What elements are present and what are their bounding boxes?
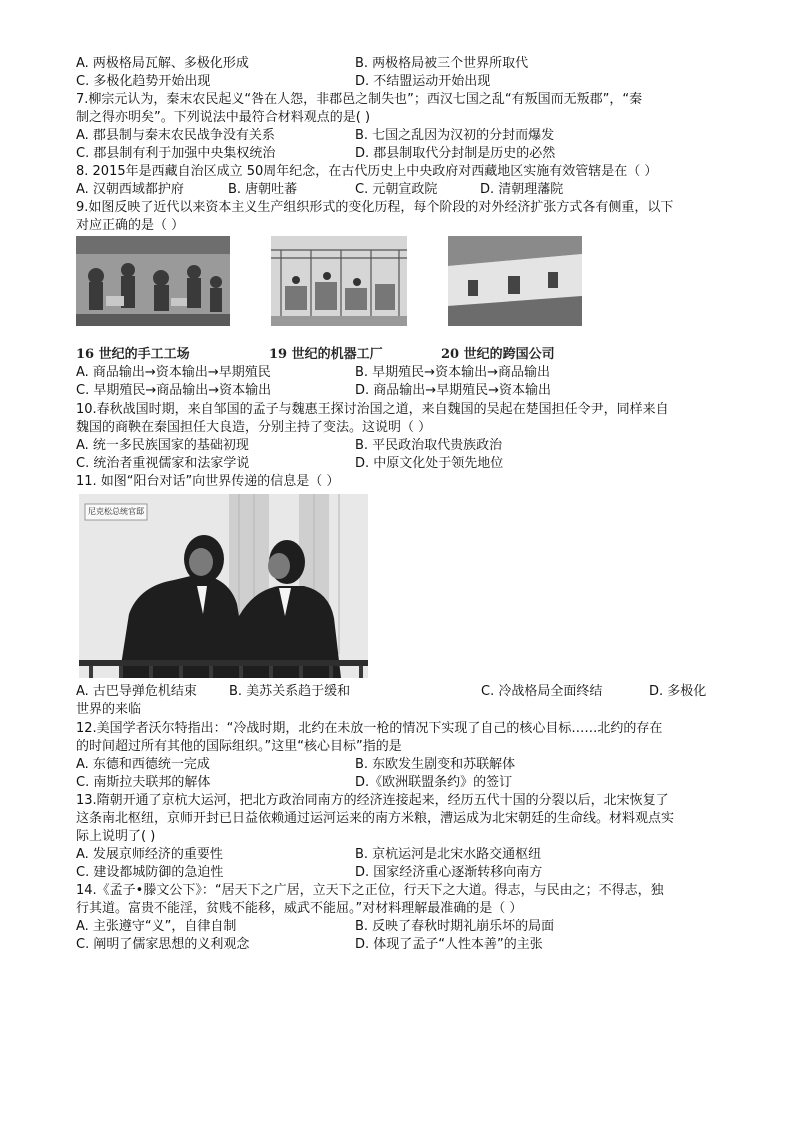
q8-option-b: B. 唐朝吐蕃	[228, 182, 298, 197]
q11-option-d: D. 多极化	[649, 684, 707, 699]
multinational-company-image	[448, 236, 582, 326]
q7-option-c: C. 郡县制有利于加强中央集权统治	[76, 146, 276, 161]
q10-stem-line-1: 10.春秋战国时期，来自邹国的孟子与魏惠王探讨治国之道，来自魏国的吴起在楚国担任令尹，同样来自	[76, 402, 669, 417]
q9-option-a: A. 商品输出→资本输出→早期殖民	[76, 365, 271, 380]
q7-option-d: D. 郡县制取代分封制是历史的必然	[355, 146, 556, 161]
balcony-photo	[79, 494, 368, 678]
q14-stem-line-2: 行其道。富贵不能淫，贫贱不能移，威武不能屈。”对材料理解最准确的是（ ）	[76, 901, 523, 916]
q7-stem-line-2: 制之得亦明矣”。下列说法中最符合材料观点的是( )	[76, 110, 371, 125]
q11-option-d-continued: 世界的来临	[76, 702, 142, 717]
q11-stem: 11. 如图“阳台对话”向世界传递的信息是（ ）	[76, 474, 340, 489]
q11-option-a: A. 古巴导弹危机结束	[76, 684, 197, 699]
caption-workshop: 16 世纪的手工工场	[76, 347, 190, 362]
q12-option-c: C. 南斯拉夫联邦的解体	[76, 775, 211, 790]
q13-option-d: D. 国家经济重心逐渐转移向南方	[355, 865, 543, 880]
q6-option-b: B. 两极格局被三个世界所取代	[355, 56, 529, 71]
q8-option-d: D. 清朝理藩院	[480, 182, 564, 197]
q8-option-c: C. 元朝宣政院	[355, 182, 438, 197]
q8-option-a: A. 汉朝西域都护府	[76, 182, 184, 197]
q7-option-a: A. 郡县制与秦末农民战争没有关系	[76, 128, 275, 143]
caption-multinational: 20 世纪的跨国公司	[441, 347, 555, 362]
q6-option-c: C. 多极化趋势开始出现	[76, 74, 211, 89]
q9-option-d: D. 商品输出→早期殖民→资本输出	[355, 383, 552, 398]
q14-option-b: B. 反映了春秋时期礼崩乐坏的局面	[355, 919, 555, 934]
q13-stem-line-3: 际上说明了( )	[76, 829, 156, 844]
q6-option-a: A. 两极格局瓦解、多极化形成	[76, 56, 249, 71]
q7-option-b: B. 七国之乱因为汉初的分封而爆发	[355, 128, 555, 143]
q9-option-c: C. 早期殖民→商品输出→资本输出	[76, 383, 272, 398]
q14-option-a: A. 主张遵守“义”，自律自制	[76, 919, 237, 934]
q14-stem-line-1: 14.《孟子•滕文公下》：“居天下之广居，立天下之正位，行天下之大道。得志，与民由之；不得志，独	[76, 883, 664, 898]
workshop-image	[76, 236, 230, 326]
q13-option-b: B. 京杭运河是北宋水路交通枢纽	[355, 847, 542, 862]
q7-stem-line-1: 7.柳宗元认为，秦末农民起义“咎在人怨，非郡邑之制失也”；西汉七国之乱“有叛国而无叛郡”，“秦	[76, 92, 643, 107]
q10-option-a: A. 统一多民族国家的基础初现	[76, 438, 249, 453]
q6-option-d: D. 不结盟运动开始出现	[355, 74, 491, 89]
q12-option-b: B. 东欧发生剧变和苏联解体	[355, 757, 516, 772]
q11-option-c: C. 冷战格局全面终结	[481, 684, 603, 699]
q10-option-d: D. 中原文化处于领先地位	[355, 456, 504, 471]
caption-machine-factory: 19 世纪的机器工厂	[269, 347, 383, 362]
q13-stem-line-2: 这条南北枢纽，京师开封已日益依赖通过运河运来的南方米粮，漕运成为北宋朝廷的生命线。材料观点实	[76, 811, 675, 826]
q9-stem-line-1: 9.如图反映了近代以来资本主义生产组织形式的变化历程，每个阶段的对外经济扩张方式各有侧重，以下	[76, 200, 674, 215]
q14-option-d: D. 体现了孟子“人性本善”的主张	[355, 937, 543, 952]
q10-option-c: C. 统治者重视儒家和法家学说	[76, 456, 250, 471]
q12-option-a: A. 东德和西德统一完成	[76, 757, 210, 772]
q12-stem-line-2: 的时间超过所有其他的国际组织。”这里“核心目标”指的是	[76, 739, 402, 754]
balcony-sign: 尼克松总统官邸	[88, 507, 144, 516]
q14-option-c: C. 阐明了儒家思想的义利观念	[76, 937, 250, 952]
q12-option-d: D.《欧洲联盟条约》的签订	[355, 775, 513, 790]
machine-factory-image	[271, 236, 407, 326]
q12-stem-line-1: 12.美国学者沃尔特指出：“冷战时期，北约在未放一枪的情况下实现了自己的核心目标……北约的存在	[76, 721, 663, 736]
q10-option-b: B. 平民政治取代贵族政治	[355, 438, 503, 453]
q9-option-b: B. 早期殖民→资本输出→商品输出	[355, 365, 550, 380]
q10-stem-line-2: 魏国的商鞅在秦国担任大良造，分别主持了变法。这说明（ ）	[76, 420, 432, 435]
q13-option-a: A. 发展京师经济的重要性	[76, 847, 223, 862]
q8-stem: 8. 2015年是西藏自治区成立 50周年纪念，在古代历史上中央政府对西藏地区实施有效管辖是在（ ）	[76, 164, 658, 179]
q13-option-c: C. 建设都城防御的急迫性	[76, 865, 224, 880]
q9-stem-line-2: 对应正确的是（ ）	[76, 218, 185, 233]
q11-option-b: B. 美苏关系趋于缓和	[229, 684, 351, 699]
q13-stem-line-1: 13.隋朝开通了京杭大运河，把北方政治同南方的经济连接起来，经历五代十国的分裂以后，北宋恢复了	[76, 793, 669, 808]
